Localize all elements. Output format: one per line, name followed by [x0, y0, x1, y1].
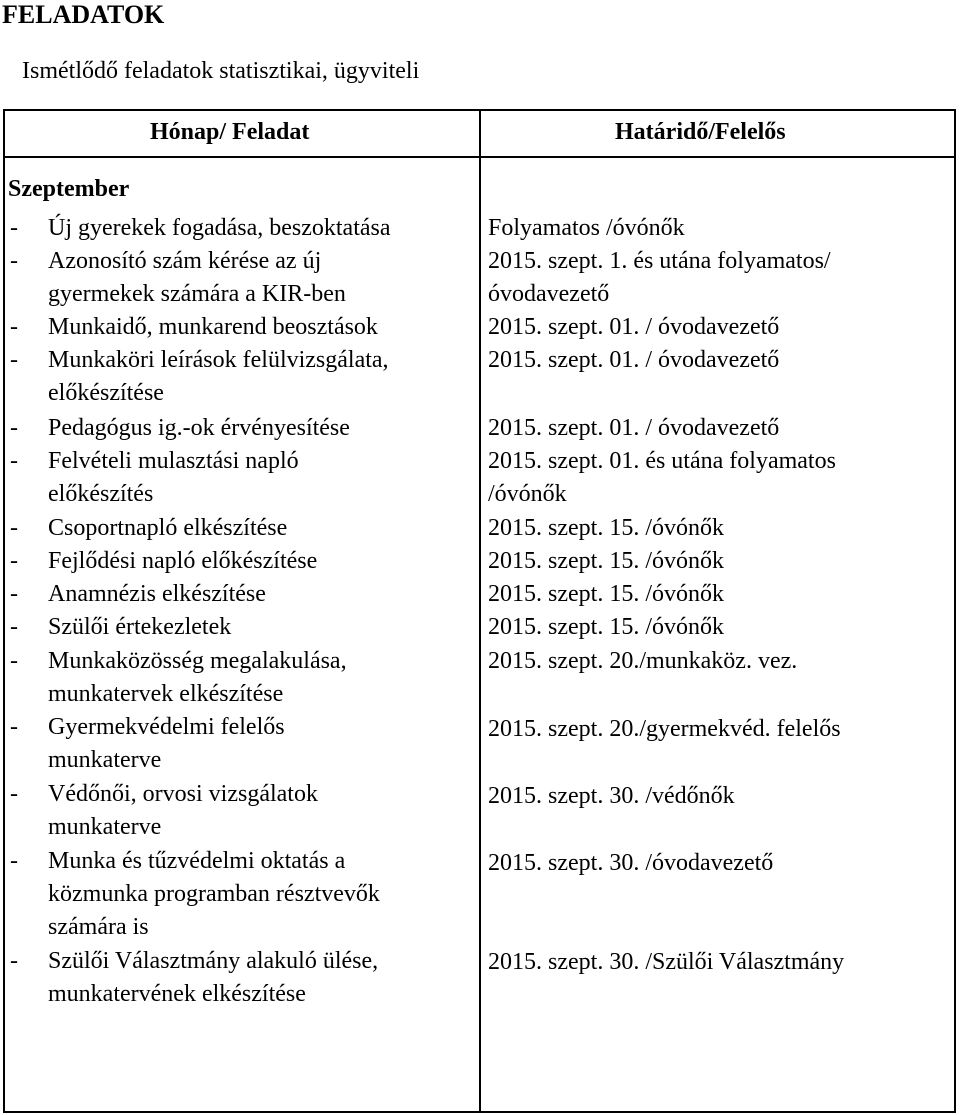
list-dash: -	[10, 248, 18, 274]
task-line: munkaterve	[48, 747, 162, 773]
task-line: Munkaköri leírások felülvizsgálata,	[48, 347, 389, 373]
task-item	[10, 845, 380, 944]
task-item	[10, 445, 299, 511]
header-divider	[5, 156, 954, 158]
task-item	[10, 344, 389, 410]
task-line: munkatervek elkészítése	[48, 681, 284, 707]
task-line: Gyermekvédelmi felelős	[48, 714, 285, 740]
task-line: Munkaidő, munkarend beosztások	[48, 314, 378, 340]
deadline-line: /óvónők	[488, 481, 567, 507]
list-dash: -	[10, 314, 18, 340]
task-line: Felvételi mulasztási napló	[48, 448, 299, 474]
task-item	[10, 778, 318, 844]
deadline-line: 2015. szept. 01. / óvodavezető	[488, 415, 780, 441]
list-dash: -	[10, 415, 18, 441]
task-line: Szülői Választmány alakuló ülése,	[48, 948, 379, 974]
task-item	[10, 212, 391, 245]
task-line: Csoportnapló elkészítése	[48, 515, 288, 541]
task-line: Védőnői, orvosi vizsgálatok	[48, 781, 318, 807]
deadline-line: 2015. szept. 15. /óvónők	[488, 548, 724, 574]
task-item	[10, 578, 266, 611]
deadline-line: 2015. szept. 30. /óvodavezető	[488, 850, 774, 876]
list-dash: -	[10, 714, 18, 740]
task-item	[10, 512, 287, 545]
list-dash: -	[10, 848, 18, 874]
task-item	[10, 711, 285, 777]
deadline-line: 2015. szept. 01. / óvodavezető	[488, 314, 780, 340]
task-item	[10, 611, 231, 644]
list-dash: -	[10, 948, 18, 974]
document-subtitle: Ismétlődő feladatok statisztikai, ügyviteli	[22, 58, 420, 84]
task-line: Munkaközösség megalakulása,	[48, 648, 347, 674]
deadline-line: Folyamatos /óvónők	[488, 215, 685, 241]
list-dash: -	[10, 581, 18, 607]
task-line: előkészítése	[48, 380, 164, 406]
task-item	[10, 945, 378, 1011]
deadline-line: 2015. szept. 15. /óvónők	[488, 581, 724, 607]
month-label: Szeptember	[8, 176, 130, 202]
deadline-line: 2015. szept. 20./gyermekvéd. felelős	[488, 716, 841, 742]
task-line: Szülői értekezletek	[48, 614, 232, 640]
deadline-line: 2015. szept. 1. és utána folyamatos/	[488, 248, 831, 274]
list-dash: -	[10, 215, 18, 241]
task-line: gyermekek számára a KIR-ben	[48, 281, 346, 307]
list-dash: -	[10, 614, 18, 640]
deadline-line: 2015. szept. 30. /Szülői Választmány	[488, 949, 845, 975]
list-dash: -	[10, 347, 18, 373]
task-line: számára is	[48, 914, 149, 940]
task-line: Új gyerekek fogadása, beszoktatása	[48, 215, 391, 241]
deadline-line: 2015. szept. 20./munkaköz. vez.	[488, 648, 798, 674]
list-dash: -	[10, 548, 18, 574]
task-line: munkaterve	[48, 814, 162, 840]
deadline-line: óvodavezető	[488, 281, 610, 307]
deadline-line: 2015. szept. 30. /védőnők	[488, 783, 735, 809]
task-line: Azonosító szám kérése az új	[48, 248, 322, 274]
deadline-line: 2015. szept. 01. és utána folyamatos	[488, 448, 836, 474]
list-dash: -	[10, 515, 18, 541]
task-item	[10, 245, 346, 311]
task-item	[10, 645, 347, 711]
list-dash: -	[10, 781, 18, 807]
task-line: Anamnézis elkészítése	[48, 581, 266, 607]
task-line: Pedagógus ig.-ok érvényesítése	[48, 415, 350, 441]
task-item	[10, 311, 378, 344]
column-header-deadline-responsible: Határidő/Felelős	[615, 119, 786, 145]
deadline-line: 2015. szept. 01. / óvodavezető	[488, 347, 780, 373]
task-line: munkatervének elkészítése	[48, 981, 306, 1007]
deadline-line: 2015. szept. 15. /óvónők	[488, 614, 724, 640]
column-divider	[479, 111, 481, 1111]
task-line: közmunka programban résztvevők	[48, 881, 380, 907]
list-dash: -	[10, 448, 18, 474]
task-line: Fejlődési napló előkészítése	[48, 548, 318, 574]
deadline-line: 2015. szept. 15. /óvónők	[488, 515, 724, 541]
column-header-month-task: Hónap/ Feladat	[150, 119, 310, 145]
task-line: előkészítés	[48, 481, 154, 507]
task-line: Munka és tűzvédelmi oktatás a	[48, 848, 346, 874]
list-dash: -	[10, 648, 18, 674]
document-title: FELADATOK	[2, 0, 165, 29]
task-item	[10, 545, 317, 578]
task-item	[10, 412, 350, 445]
